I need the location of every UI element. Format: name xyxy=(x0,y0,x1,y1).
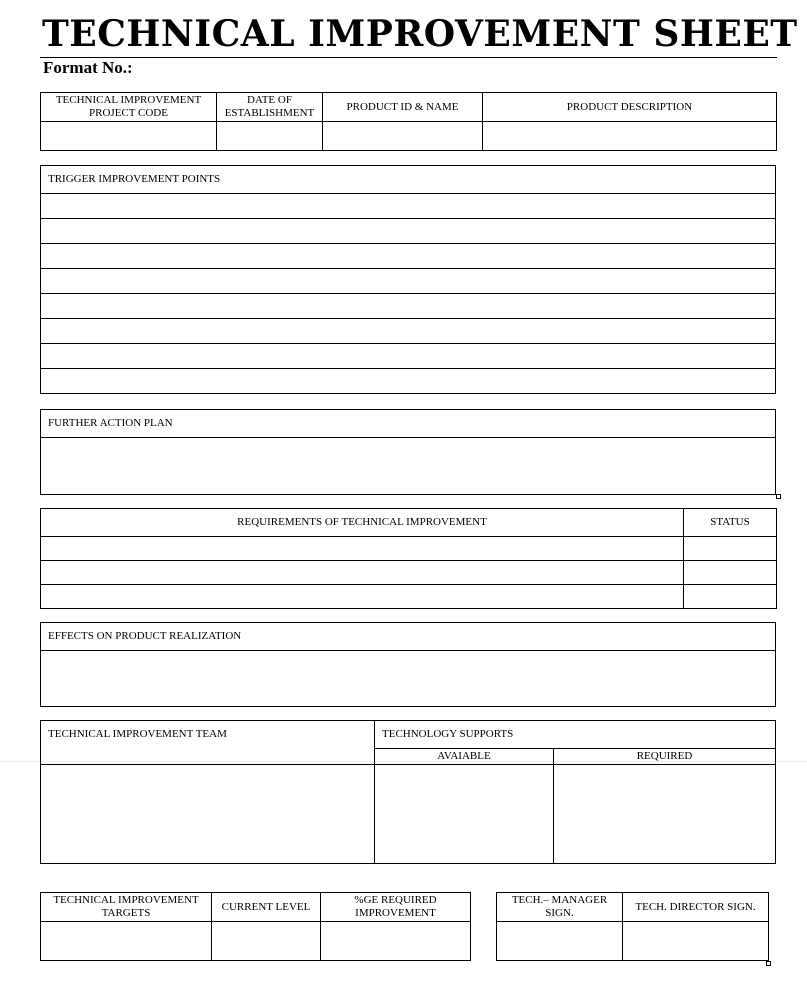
product-id-name-field[interactable] xyxy=(323,122,483,151)
tech-director-sign-field[interactable] xyxy=(623,922,769,961)
status-header: STATUS xyxy=(684,509,777,537)
project-code-field[interactable] xyxy=(41,122,217,151)
resize-handle[interactable] xyxy=(766,961,771,966)
format-number-label: Format No.: xyxy=(43,58,133,77)
available-header: AVAIABLE xyxy=(375,749,554,765)
technology-supports-header: TECHNOLOGY SUPPORTS xyxy=(375,721,776,749)
status-field[interactable] xyxy=(684,561,777,585)
current-level-field[interactable] xyxy=(212,922,321,961)
effects-header: EFFECTS ON PRODUCT REALIZATION xyxy=(41,623,776,651)
product-id-name-header: PRODUCT ID & NAME xyxy=(323,93,483,122)
header-table xyxy=(40,92,777,151)
trigger-points-header: TRIGGER IMPROVEMENT POINTS xyxy=(41,166,776,194)
product-description-field[interactable] xyxy=(483,122,777,151)
date-of-establishment-header: DATE OF ESTABLISHMENT xyxy=(217,93,323,122)
status-field[interactable] xyxy=(684,537,777,561)
effects-table xyxy=(40,622,776,707)
trigger-point-row[interactable] xyxy=(41,219,776,244)
trigger-point-row[interactable] xyxy=(41,194,776,219)
trigger-point-row[interactable] xyxy=(41,269,776,294)
title-rule xyxy=(40,57,777,58)
tech-manager-sign-field[interactable] xyxy=(497,922,623,961)
requirement-field[interactable] xyxy=(41,537,684,561)
targets-header: TECHNICAL IMPROVEMENT TARGETS xyxy=(41,893,212,922)
team-field[interactable] xyxy=(41,765,375,864)
signatures-table xyxy=(496,892,769,961)
requirement-field[interactable] xyxy=(41,585,684,609)
action-plan-field[interactable] xyxy=(41,438,776,495)
trigger-point-row[interactable] xyxy=(41,369,776,394)
available-field[interactable] xyxy=(375,765,554,864)
required-improvement-field[interactable] xyxy=(321,922,471,961)
trigger-point-row[interactable] xyxy=(41,319,776,344)
requirements-table xyxy=(40,508,777,609)
action-plan-table xyxy=(40,409,776,495)
required-field[interactable] xyxy=(554,765,776,864)
trigger-point-row[interactable] xyxy=(41,344,776,369)
required-header: REQUIRED xyxy=(554,749,776,765)
trigger-point-row[interactable] xyxy=(41,294,776,319)
trigger-point-row[interactable] xyxy=(41,244,776,269)
required-improvement-header: %GE REQUIRED IMPROVEMENT xyxy=(321,893,471,922)
effects-field[interactable] xyxy=(41,651,776,707)
tech-manager-sign-header: TECH.– MANAGER SIGN. xyxy=(497,893,623,922)
requirement-field[interactable] xyxy=(41,561,684,585)
page-title: TECHNICAL IMPROVEMENT SHEET xyxy=(42,13,798,55)
resize-handle[interactable] xyxy=(776,494,781,499)
requirements-header: REQUIREMENTS OF TECHNICAL IMPROVEMENT xyxy=(41,509,684,537)
product-description-header: PRODUCT DESCRIPTION xyxy=(483,93,777,122)
date-of-establishment-field[interactable] xyxy=(217,122,323,151)
targets-table xyxy=(40,892,471,961)
tech-director-sign-header: TECH. DIRECTOR SIGN. xyxy=(623,893,769,922)
team-support-table xyxy=(40,720,776,864)
status-field[interactable] xyxy=(684,585,777,609)
trigger-points-table xyxy=(40,165,776,394)
current-level-header: CURRENT LEVEL xyxy=(212,893,321,922)
project-code-header: TECHNICAL IMPROVEMENT PROJECT CODE xyxy=(41,93,217,122)
targets-field[interactable] xyxy=(41,922,212,961)
team-header: TECHNICAL IMPROVEMENT TEAM xyxy=(41,721,375,765)
action-plan-header: FURTHER ACTION PLAN xyxy=(41,410,776,438)
